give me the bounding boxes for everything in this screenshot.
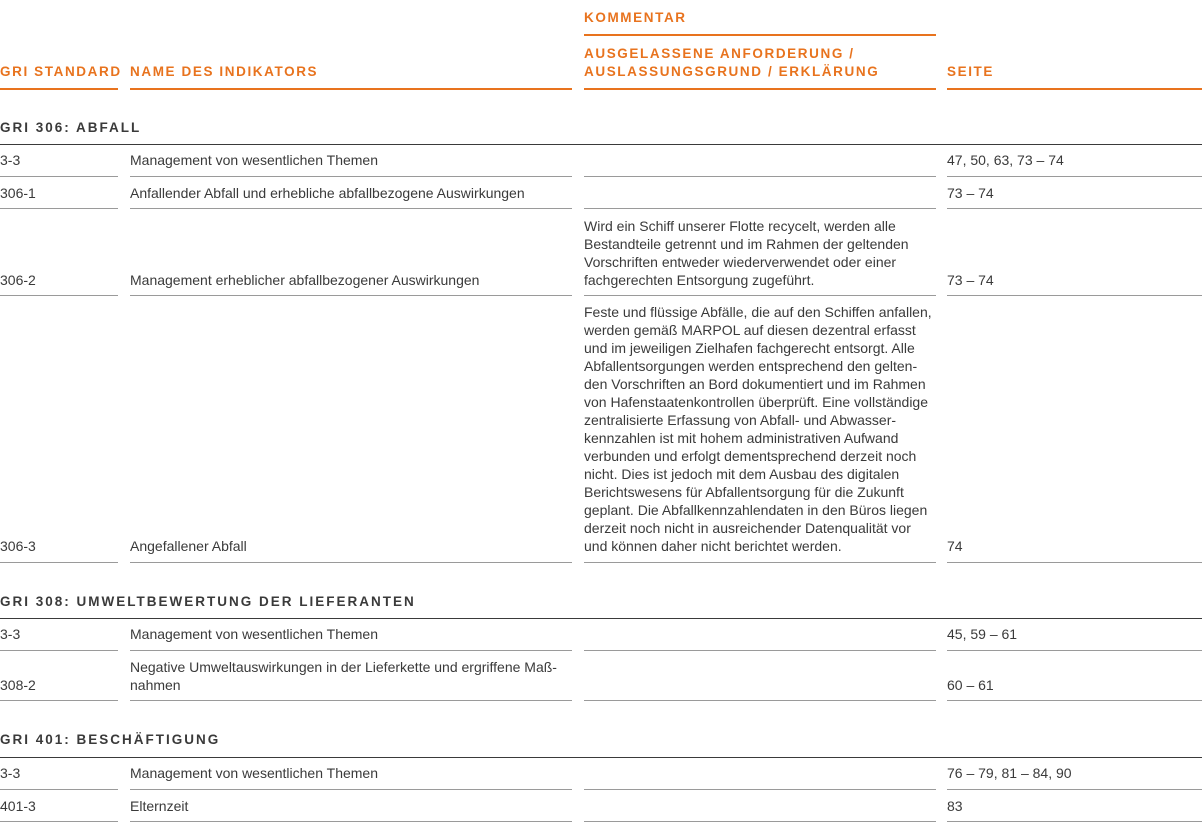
header-comment-line2: AUSLASSUNGSGRUND / ERKLÄRUNG bbox=[584, 64, 880, 79]
section-title: GRI 401: BESCHÄFTIGUNG bbox=[0, 732, 221, 747]
row-divider bbox=[947, 821, 1202, 822]
row-name: Elternzeit bbox=[130, 798, 189, 814]
row-divider bbox=[130, 789, 572, 790]
row-comment: Feste und flüssige Abfälle, die auf den Schiffen anfallen, werden gemäß MARPOL auf diesen dezentral erfasst und im jeweiligen Zielhafen fachgerecht entsorgt. Alle Abfallentsorgungen werden entsprechend den gelten-den Vorschriften an Bord dokumentiert und im Rahmen von Hafenstaatenkontrollen überprüft. Eine vollständige zentralisierte Erfassung von Abfall- und Abwasser-kennzahlen ist mit hohem administrativen Aufwand verbunden und erfolgt dementsprechend derzeit noch nicht. Dies ist jedoch mit dem Ausbau des digitalen Berichtswesens für Abfallentsorgung für die Zukunft geplant. Die Abfallkennzahlendaten in den Büros liegen derzeit noch nicht in ausreichender Datenqualität vor und können daher nicht berichtet werden. bbox=[584, 304, 932, 554]
row-divider bbox=[130, 650, 572, 651]
row-divider bbox=[0, 789, 118, 790]
header-kommentar: KOMMENTAR bbox=[584, 10, 687, 25]
row-divider bbox=[947, 562, 1202, 563]
row-code: 306-3 bbox=[0, 538, 36, 554]
header-gri-standard: GRI STANDARD bbox=[0, 64, 122, 79]
row-page: 73 – 74 bbox=[947, 185, 994, 201]
row-divider bbox=[0, 650, 118, 651]
row-name: Management von wesentlichen Themen bbox=[130, 626, 379, 642]
row-divider bbox=[130, 821, 572, 822]
header-comment-line1: AUSGELASSENE ANFORDERUNG / bbox=[584, 46, 855, 61]
row-code: 306-1 bbox=[0, 185, 36, 201]
row-name: Management von wesentlichen Themen bbox=[130, 152, 379, 168]
row-divider bbox=[584, 700, 936, 701]
row-divider bbox=[130, 176, 572, 177]
row-divider bbox=[584, 562, 936, 563]
row-divider bbox=[130, 700, 572, 701]
row-divider bbox=[584, 789, 936, 790]
row-divider bbox=[0, 295, 118, 296]
header-underline bbox=[947, 88, 1202, 90]
row-divider bbox=[0, 700, 118, 701]
section-divider bbox=[0, 144, 1202, 145]
row-divider bbox=[0, 562, 118, 563]
section-title: GRI 308: UMWELTBEWERTUNG DER LIEFERANTEN bbox=[0, 594, 416, 609]
row-divider bbox=[947, 176, 1202, 177]
row-code: 3-3 bbox=[0, 626, 21, 642]
row-page: 45, 59 – 61 bbox=[947, 626, 1018, 642]
row-divider bbox=[947, 208, 1202, 209]
row-name: Anfallender Abfall und erhebliche abfallbezogene Auswirkungen bbox=[130, 185, 525, 201]
row-code: 308-2 bbox=[0, 677, 36, 693]
row-page: 74 bbox=[947, 538, 963, 554]
header-indicator-name: NAME DES INDIKATORS bbox=[130, 64, 319, 79]
row-page: 60 – 61 bbox=[947, 677, 994, 693]
header-underline bbox=[130, 88, 572, 90]
header-divider bbox=[584, 34, 936, 36]
row-divider bbox=[584, 295, 936, 296]
row-divider bbox=[0, 176, 118, 177]
section-divider bbox=[0, 757, 1202, 758]
row-code: 3-3 bbox=[0, 765, 21, 781]
row-name: Angefallener Abfall bbox=[130, 538, 247, 554]
row-page: 76 – 79, 81 – 84, 90 bbox=[947, 765, 1072, 781]
row-code: 306-2 bbox=[0, 272, 36, 288]
header-underline bbox=[0, 88, 118, 90]
row-divider bbox=[947, 295, 1202, 296]
row-name: Management erheblicher abfallbezogener Auswirkungen bbox=[130, 272, 480, 288]
row-divider bbox=[947, 700, 1202, 701]
row-name: Management von wesentlichen Themen bbox=[130, 765, 379, 781]
row-code: 401-3 bbox=[0, 798, 36, 814]
section-divider bbox=[0, 618, 1202, 619]
row-divider bbox=[584, 650, 936, 651]
row-divider bbox=[0, 208, 118, 209]
row-code: 3-3 bbox=[0, 152, 21, 168]
row-page: 47, 50, 63, 73 – 74 bbox=[947, 152, 1064, 168]
row-divider bbox=[130, 295, 572, 296]
row-divider bbox=[130, 562, 572, 563]
row-name: Negative Umweltauswirkungen in der Lieferkette und ergriffene Maß-nahmen bbox=[130, 659, 557, 693]
header-page: SEITE bbox=[947, 64, 995, 79]
row-comment: Wird ein Schiff unserer Flotte recycelt, werden alle Bestandteile getrennt und im Rahmen der geltenden Vorschriften entweder wiederverwendet oder einer fachgerechten Entsorgung zugeführt. bbox=[584, 218, 909, 288]
row-divider bbox=[947, 789, 1202, 790]
row-divider bbox=[584, 821, 936, 822]
row-page: 83 bbox=[947, 798, 963, 814]
section-title: GRI 306: ABFALL bbox=[0, 120, 142, 135]
row-page: 73 – 74 bbox=[947, 272, 994, 288]
row-divider bbox=[947, 650, 1202, 651]
row-divider bbox=[584, 208, 936, 209]
row-divider bbox=[130, 208, 572, 209]
row-divider bbox=[584, 176, 936, 177]
header-underline bbox=[584, 88, 936, 90]
row-divider bbox=[0, 821, 118, 822]
